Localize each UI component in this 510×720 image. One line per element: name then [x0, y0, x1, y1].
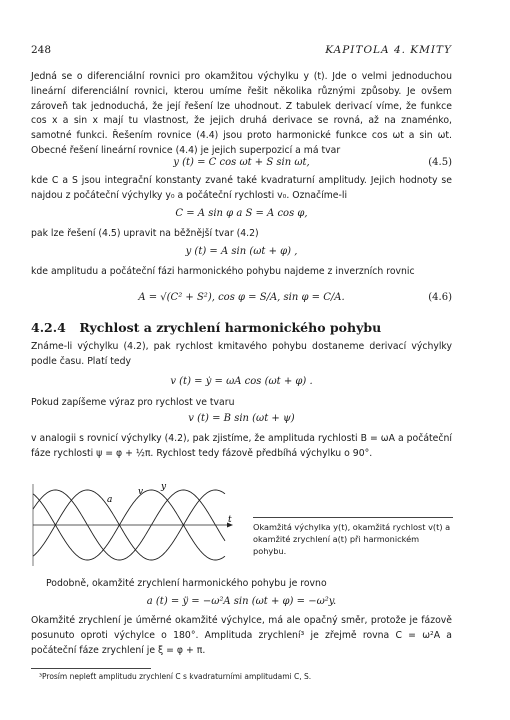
footnote: ³Prosím nepleťt amplitudu zrychlení C s kvadraturními amplitudami C, S.	[39, 672, 312, 681]
footnote-rule	[31, 668, 151, 669]
equation-acceleration: a (t) = ÿ = −ω²A sin (ωt + φ) = −ω²y.	[146, 596, 337, 607]
equation-4-5	[31, 157, 452, 168]
paragraph-constants: kde C a S jsou integrační konstanty zvané také kvadraturní amplitudy. Jejich hodnoty se najdou z počáteční výchylky y₀ a počáteční rychlosti v₀. Označíme-li	[31, 175, 452, 201]
page-number: 248	[31, 44, 52, 56]
equation-cs: C = A sin φ a S = A cos φ,	[175, 208, 308, 219]
equation-4-6-body: A = √(C² + S²), cos φ = S/A, sin φ = C/A.	[138, 292, 345, 303]
label-y: y	[161, 482, 167, 492]
paragraph-inverse: kde amplitudu a počáteční fázi harmonického pohybu najdeme z inverzních rovnic	[31, 266, 415, 277]
paragraph-acceleration-phase: Okamžité zrychlení je úměrné okamžité výchylce, má ale opačný směr, protože je fázově posunuto oproti výchylce o 180°. Amplituda zrychlení³ je zřejmě rovna C = ω²A a počáteční fáze zrychlení je ξ = φ + π.	[31, 615, 452, 656]
paragraph-velocity-form: Pokud zapíšeme výraz pro rychlost ve tvaru	[31, 397, 235, 408]
equation-4-5-number: (4.5)	[428, 157, 452, 168]
chapter-title: KAPITOLA 4. KMITY	[325, 44, 452, 56]
equation-4-5-body: y (t) = C cos ωt + S sin ωt,	[173, 157, 310, 168]
equation-velocity-1: v (t) = ẏ = ωA cos (ωt + φ) .	[170, 376, 313, 387]
label-a: a	[107, 495, 113, 505]
label-t: t	[228, 515, 232, 525]
section-number: 4.2.4	[31, 320, 66, 335]
paragraph-intro: Jedná se o diferenciální rovnici pro okamžitou výchylku y (t). Jde o velmi jednoduchou lineární diferenciální rovnici, kterou umíme řešit několika různými způsoby. Je ovšem zároveň tak jednoduchá, že její řešení lze uhodnout. Z tabulek derivací víme, že funkce cos x a sin x mají tu vlastnost, že jejich druhá derivace se rovná, až na znaménko, samotné funkci. Řešením rovnice (4.4) jsou proto harmonické funkce cos ωt a sin ωt. Obecné řešení lineární rovnice (4.4) je jejich superpozicí a má tvar	[31, 71, 452, 156]
section-heading	[31, 320, 381, 335]
label-v: v	[138, 487, 144, 497]
paragraph-velocity: Známe-li výchylku (4.2), pak rychlost kmitavého pohybu dostaneme derivací výchylky podle času. Platí tedy	[31, 341, 452, 367]
equation-4-6	[31, 292, 452, 303]
equation-4-6-number: (4.6)	[428, 292, 452, 303]
figure-caption: Okamžitá výchylka y(t), okamžitá rychlost v(t) a okamžité zrychlení a(t) při harmonickém pohybu.	[253, 517, 453, 557]
paragraph-velocity-phase: v analogii s rovnicí výchylky (4.2), pak zjistíme, že amplituda rychlosti B = ωA a počáteční fáze rychlosti ψ = φ + ½π. Rychlost tedy fázově předbíhá výchylku o 90°.	[31, 433, 452, 459]
paragraph-acceleration: Podobně, okamžité zrychlení harmonického pohybu je rovno	[46, 578, 327, 589]
section-title: Rychlost a zrychlení harmonického pohybu	[79, 320, 382, 335]
paragraph-rewrite: pak lze řešení (4.5) upravit na běžnější tvar (4.2)	[31, 228, 259, 239]
equation-velocity-2: v (t) = B sin (ωt + ψ)	[188, 413, 295, 424]
harmonic-motion-figure	[31, 478, 241, 568]
equation-displacement: y (t) = A sin (ωt + φ) ,	[185, 246, 298, 257]
